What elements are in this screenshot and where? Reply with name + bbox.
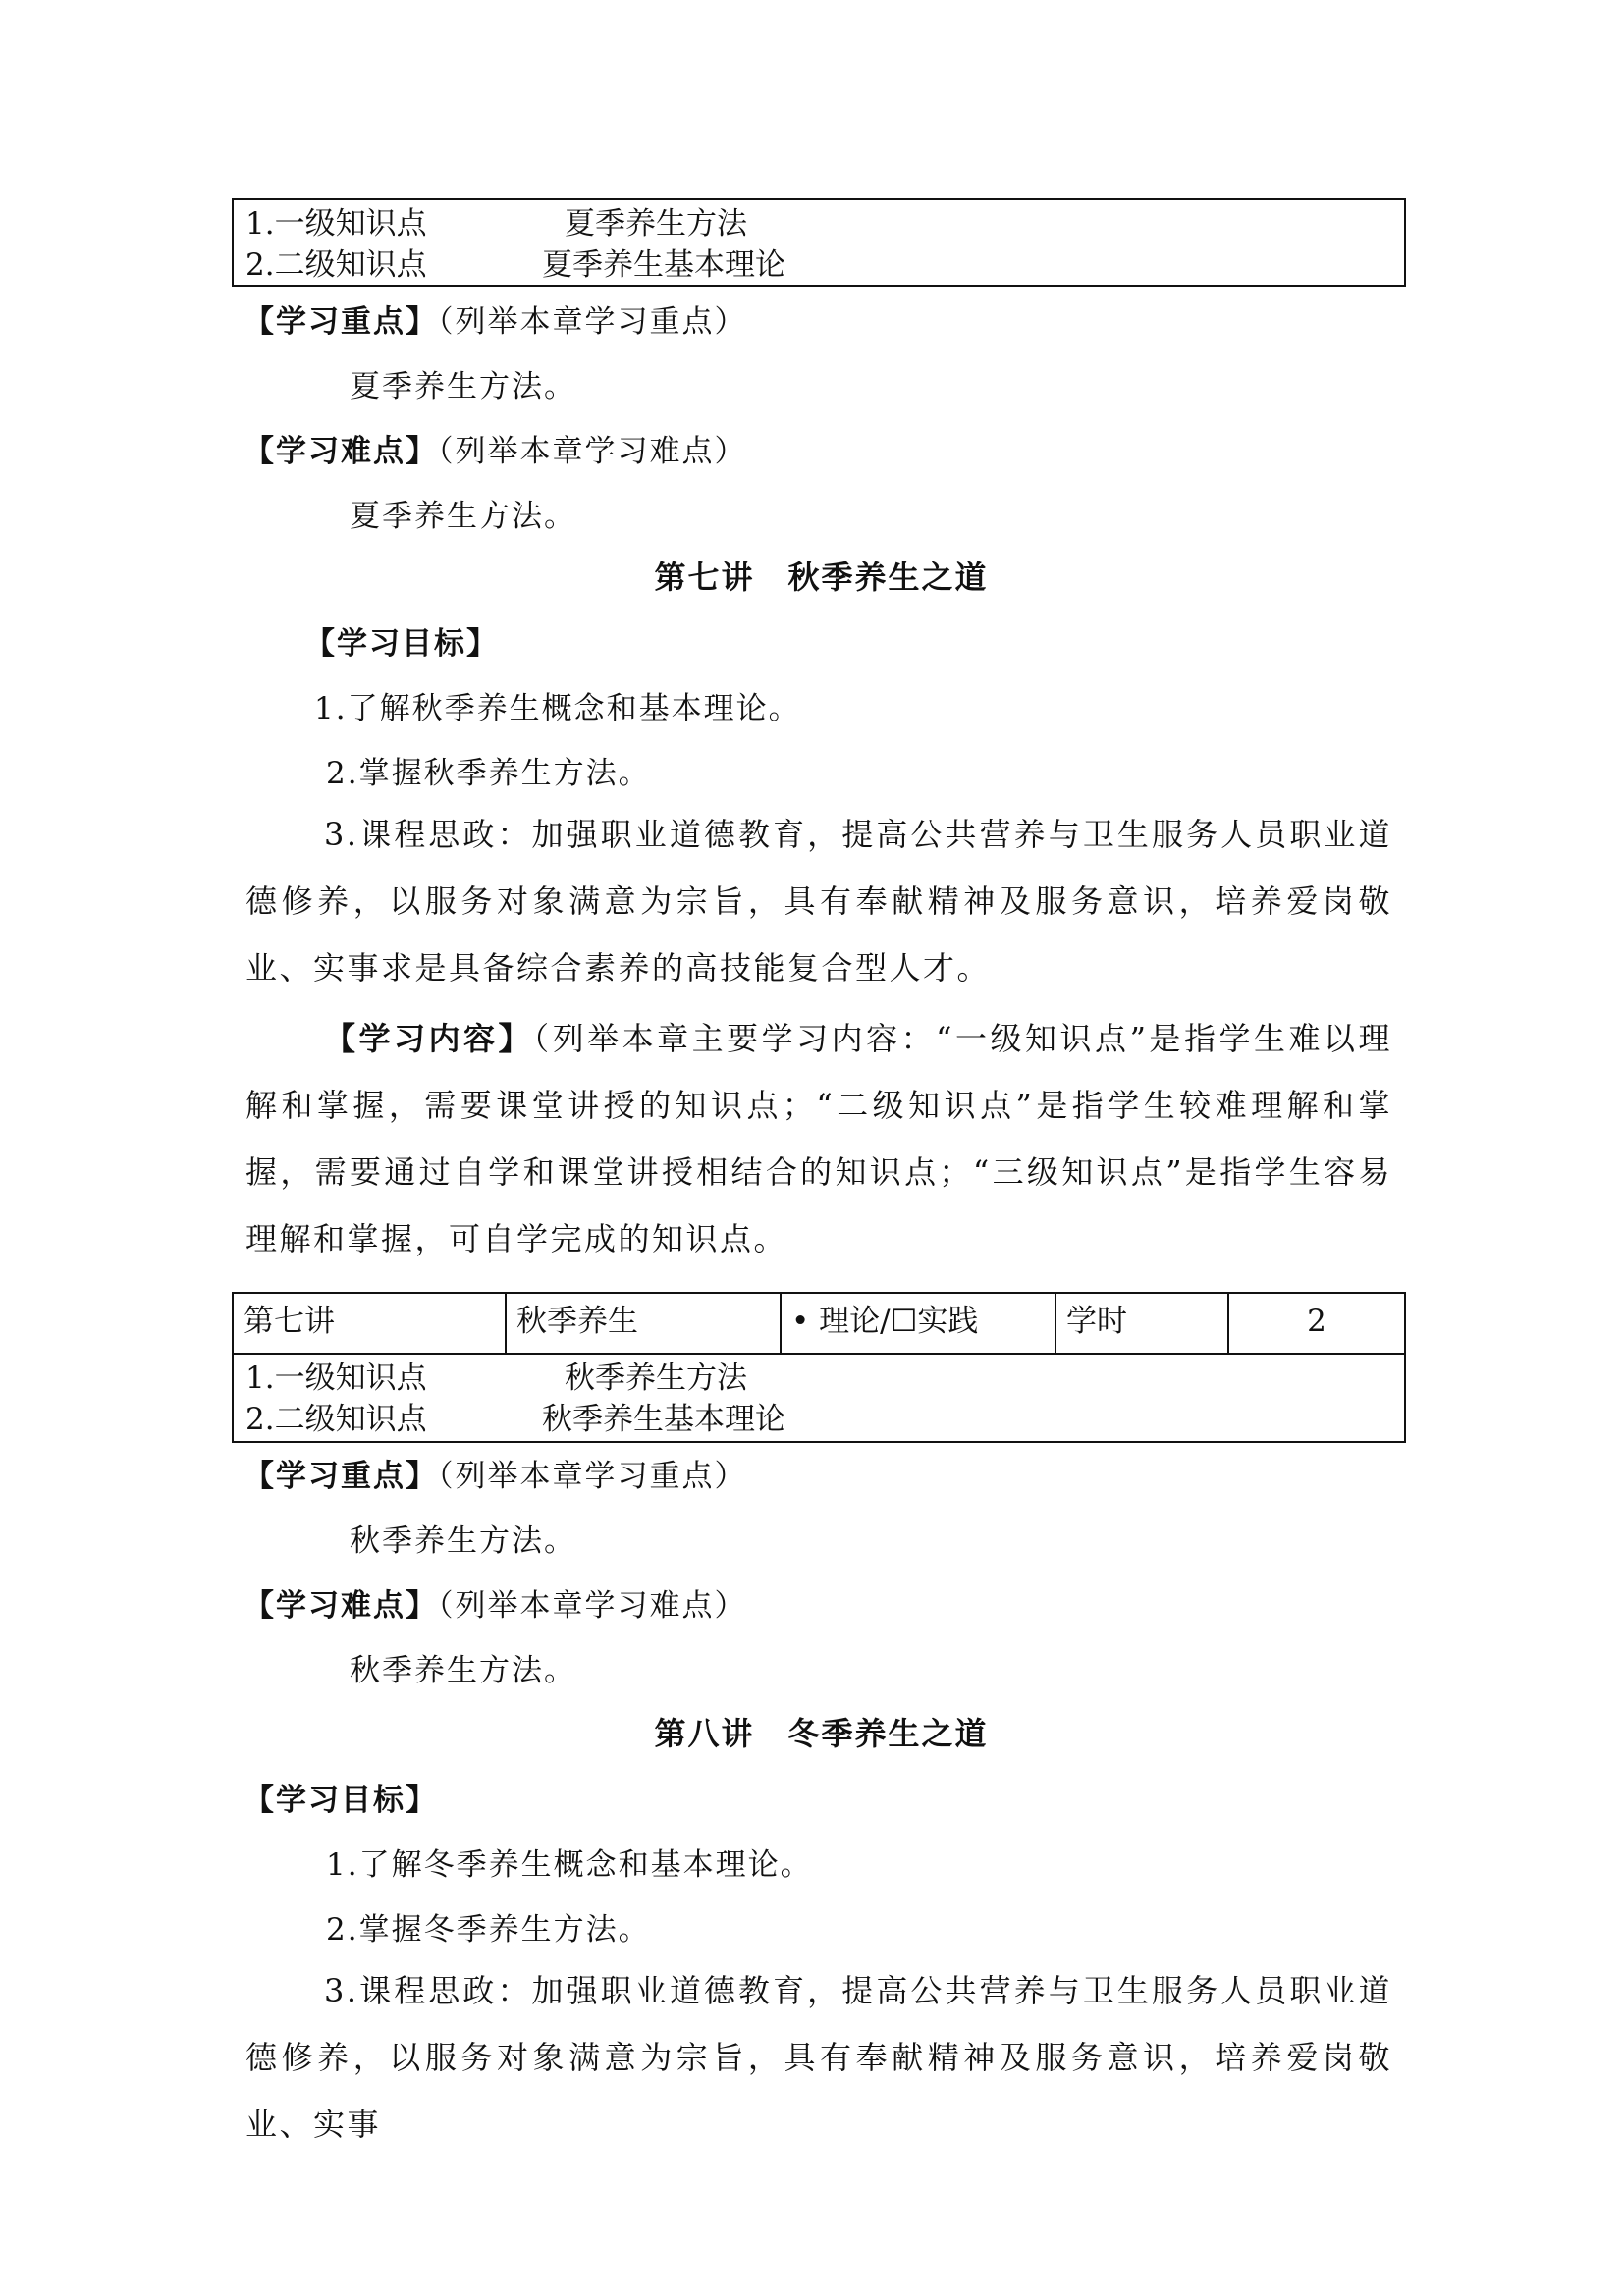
lecture7-difficulty-text: 秋季养生方法。 (350, 1653, 576, 1688)
lecture7-difficulty-heading: 【学习难点】（列举本章学习难点） (243, 1588, 747, 1624)
lecture-number-cell: 第七讲 (234, 1294, 507, 1353)
lecture7-focus-heading: 【学习重点】（列举本章学习重点） (243, 1459, 747, 1494)
lecture7-table-header-row (234, 1294, 1404, 1355)
lecture7-goal-1: 1.了解秋季养生概念和基本理论。 (314, 691, 801, 726)
lecture7-ideology: 3.课程思政：加强职业道德教育，提高公共营养与卫生服务人员职业道德修养，以服务对象满意为宗旨，具有奉献精神及服务意识，培养爱岗敬业、实事求是具备综合素养的高技能复合型人才。 (245, 816, 1392, 987)
hours-value-cell: 2 (1307, 1304, 1326, 1339)
knowledge-row: 1.一级知识点 秋季养生方法 (245, 1361, 747, 1396)
lecture8-ideology: 3.课程思政：加强职业道德教育，提高公共营养与卫生服务人员职业道德修养，以服务对象满意为宗旨，具有奉献精神及服务意识，培养爱岗敬业、实事 (245, 1972, 1392, 2143)
summer-difficulty-text: 夏季养生方法。 (350, 499, 576, 534)
hours-label-cell: 学时 (1056, 1294, 1229, 1353)
lecture8-goal-1: 1.了解冬季养生概念和基本理论。 (326, 1847, 813, 1883)
lecture8-heading: 第八讲 冬季养生之道 (654, 1715, 989, 1752)
lecture7-goals-title: 【学习目标】 (304, 626, 499, 662)
top-knowledge-table (232, 198, 1406, 287)
lecture7-content: 【学习内容】（列举本章主要学习内容：“一级知识点”是指学生难以理解和掌握，需要课堂讲授的知识点；“二级知识点”是指学生较难理解和掌握，需要通过自学和课堂讲授相结合的知识点；“三级知识点”是指学生容易理解和掌握，可自学完成的知识点。 (245, 1020, 1392, 1257)
summer-focus-heading: 【学习重点】（列举本章学习重点） (243, 304, 747, 340)
topic-cell: 秋季养生 (507, 1294, 782, 1353)
lecture7-focus-text: 秋季养生方法。 (350, 1523, 576, 1559)
lecture7-heading: 第七讲 秋季养生之道 (654, 559, 989, 596)
lecture8-goals-title: 【学习目标】 (243, 1783, 438, 1818)
knowledge-row: 2.二级知识点 秋季养生基本理论 (245, 1402, 785, 1437)
type-cell: • 理论/☐实践 (782, 1294, 1056, 1353)
lecture8-goal-2: 2.掌握冬季养生方法。 (326, 1912, 651, 1948)
lecture7-table (232, 1292, 1406, 1443)
summer-focus-text: 夏季养生方法。 (350, 369, 576, 404)
summer-difficulty-heading: 【学习难点】（列举本章学习难点） (243, 434, 747, 469)
knowledge-row: 1.一级知识点 夏季养生方法 (245, 206, 747, 241)
lecture7-goal-2: 2.掌握秋季养生方法。 (326, 756, 651, 791)
knowledge-row: 2.二级知识点 夏季养生基本理论 (245, 247, 785, 283)
